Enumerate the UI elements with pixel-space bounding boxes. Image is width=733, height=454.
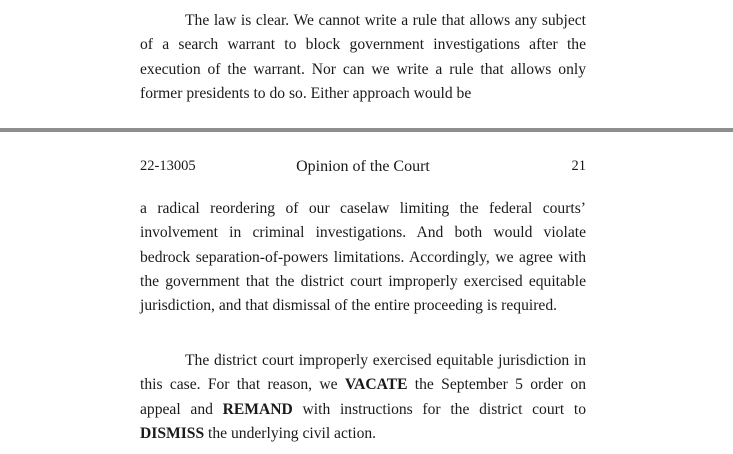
conclusion-text-3: with instructions for the district court to bbox=[292, 400, 586, 418]
body-paragraph-continued bbox=[140, 197, 586, 318]
case-number: 22-13005 bbox=[140, 158, 196, 174]
conclusion-text-1: The district court improperly exercised equitable jurisdiction in this case. For that reason, we bbox=[140, 352, 586, 394]
conclusion-text-2: the September 5 order on appeal and bbox=[140, 376, 586, 418]
vacate-term: VACATE bbox=[344, 376, 408, 394]
conclusion-paragraph bbox=[140, 349, 586, 446]
body-paragraph bbox=[140, 9, 586, 106]
dismiss-term: DISMISS bbox=[140, 424, 205, 442]
paragraph-text: a radical reordering of our caselaw limiting the federal courts’ involvement in criminal investigations. And both would violate bedrock separation-of-powers limitations. Accordingly, we agree with the government that the district court improperly exercised equitable jurisdiction, and that dismissal of the entire proceeding is required. bbox=[140, 200, 586, 315]
page-number: 21 bbox=[571, 158, 586, 174]
paragraph-text: The law is clear. We cannot write a rule that allows any subject of a search warrant to block government investigations after the execution of the warrant. Nor can we write a rule that allows only former presidents to do so. Either approach would be bbox=[140, 12, 586, 102]
conclusion-text-4: the underlying civil action. bbox=[204, 424, 377, 442]
running-header bbox=[140, 158, 586, 178]
previous-page-fragment bbox=[0, 0, 733, 128]
header-title: Opinion of the Court bbox=[296, 158, 430, 175]
remand-term: REMAND bbox=[222, 400, 293, 418]
